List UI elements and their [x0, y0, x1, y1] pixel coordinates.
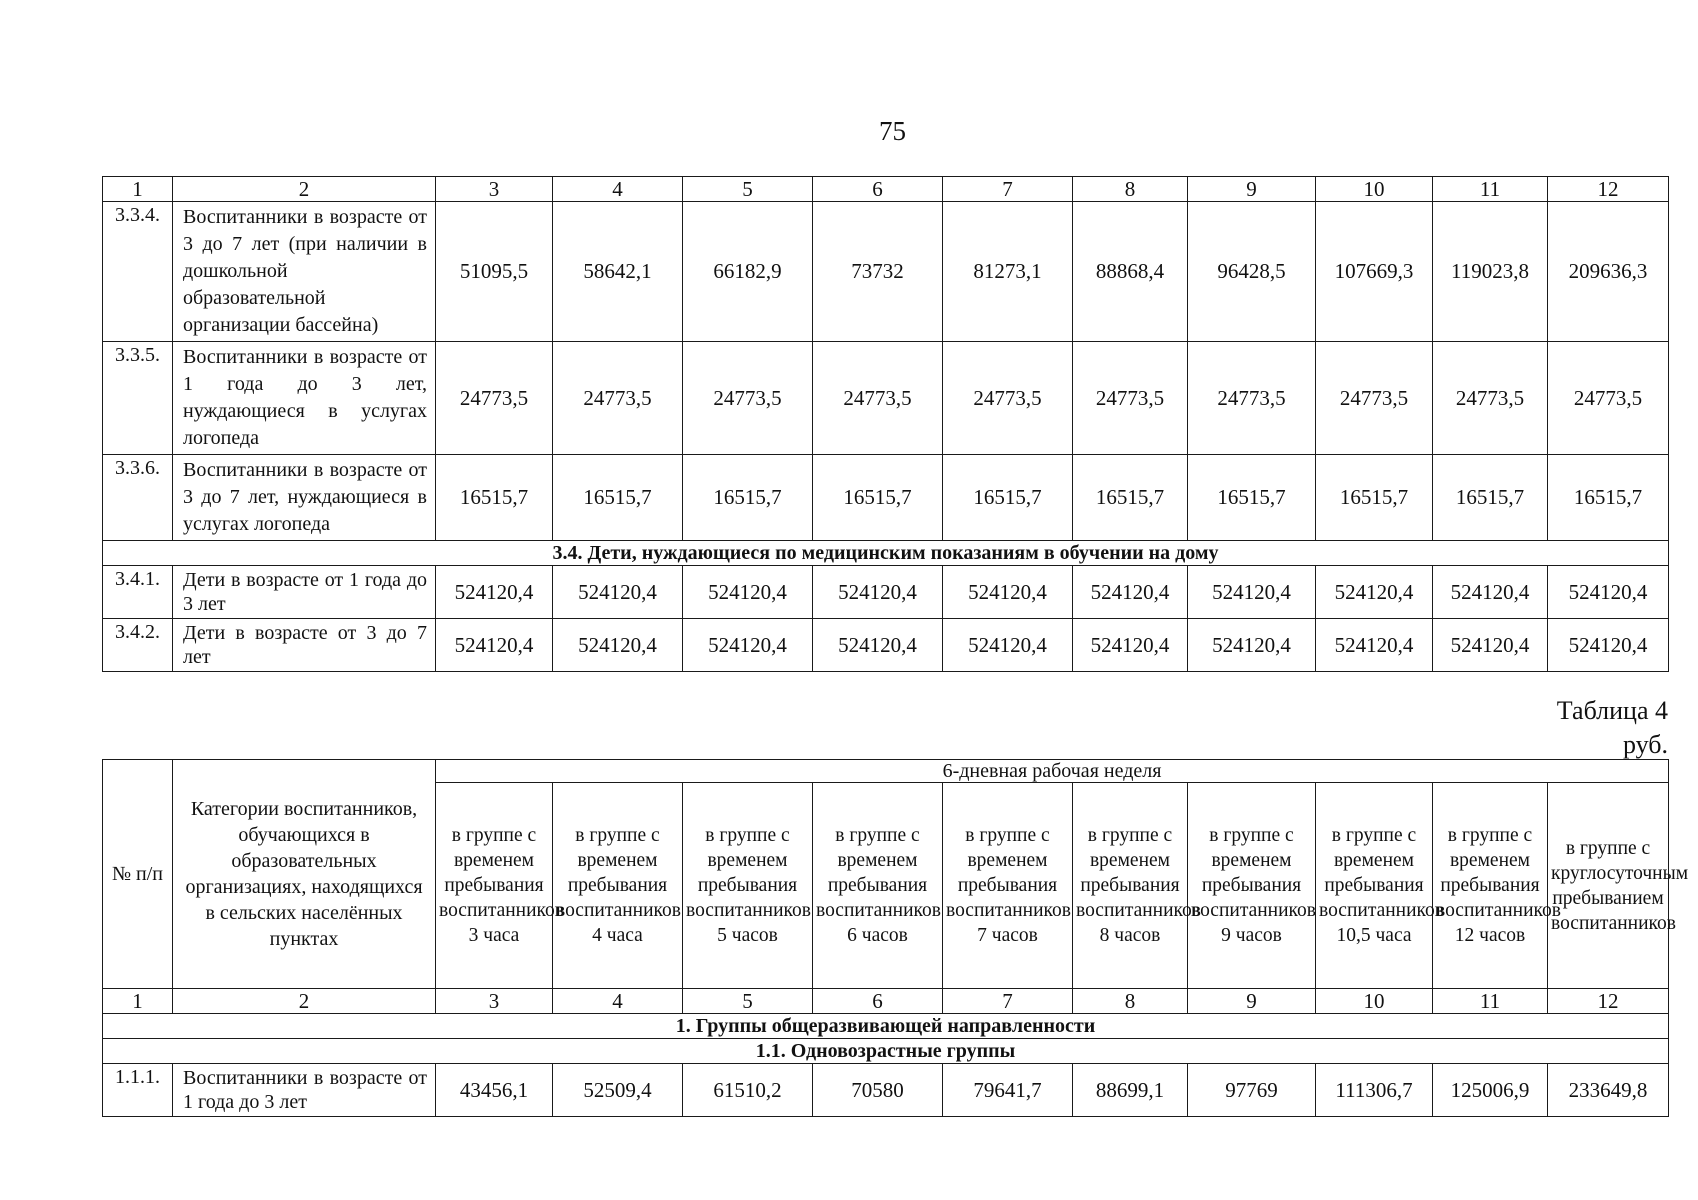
value-cell: 16515,7 — [943, 455, 1073, 541]
col-number: 2 — [173, 177, 436, 202]
column-header: в группе с временем пребывания воспитанников 9 часов — [1188, 783, 1316, 989]
value-cell: 524120,4 — [1188, 619, 1316, 672]
column-header: в группе с временем пребывания воспитанников 8 часов — [1073, 783, 1188, 989]
row-code: 3.3.4. — [103, 202, 173, 342]
table-row — [103, 1064, 1669, 1117]
value-cell: 88699,1 — [1073, 1064, 1188, 1117]
col-number: 4 — [553, 989, 683, 1014]
col-number: 1 — [103, 989, 173, 1014]
column-header: в группе с временем пребывания воспитанников 3 часа — [436, 783, 553, 989]
value-cell: 61510,2 — [683, 1064, 813, 1117]
col-number: 8 — [1073, 177, 1188, 202]
column-header: в группе с временем пребывания воспитанников 5 часов — [683, 783, 813, 989]
col-number: 12 — [1548, 989, 1669, 1014]
section-heading: 3.4. Дети, нуждающиеся по медицинским показаниям в обучении на дому — [103, 541, 1669, 566]
value-cell: 209636,3 — [1548, 202, 1669, 342]
section-row — [103, 1039, 1669, 1064]
value-cell: 97769 — [1188, 1064, 1316, 1117]
column-header: в группе с круглосуточным пребыванием воспитанников — [1548, 783, 1669, 989]
table-row — [103, 202, 1669, 342]
value-cell: 107669,3 — [1316, 202, 1433, 342]
value-cell: 524120,4 — [813, 566, 943, 619]
value-cell: 88868,4 — [1073, 202, 1188, 342]
row-code: 1.1.1. — [103, 1064, 173, 1117]
col-number: 7 — [943, 989, 1073, 1014]
col-number: 10 — [1316, 989, 1433, 1014]
value-cell: 524120,4 — [1073, 619, 1188, 672]
col-number: 9 — [1188, 989, 1316, 1014]
col-number: 2 — [173, 989, 436, 1014]
row-description: Воспитанники в возрасте от 3 до 7 лет (при наличии в дошкольной образовательной организации бассейна) — [173, 202, 436, 342]
col-number: 3 — [436, 989, 553, 1014]
col-number: 1 — [103, 177, 173, 202]
value-cell: 524120,4 — [553, 566, 683, 619]
col-number: 11 — [1433, 989, 1548, 1014]
col-number: 5 — [683, 177, 813, 202]
value-cell: 52509,4 — [553, 1064, 683, 1117]
value-cell: 524120,4 — [683, 566, 813, 619]
column-number-row — [103, 177, 1669, 202]
value-cell: 24773,5 — [436, 342, 553, 455]
row-description: Дети в возрасте от 3 до 7 лет — [173, 619, 436, 672]
table-row — [103, 455, 1669, 541]
value-cell: 233649,8 — [1548, 1064, 1669, 1117]
value-cell: 24773,5 — [1433, 342, 1548, 455]
column-header: в группе с временем пребывания воспитанников 7 часов — [943, 783, 1073, 989]
value-cell: 73732 — [813, 202, 943, 342]
value-cell: 24773,5 — [943, 342, 1073, 455]
value-cell: 66182,9 — [683, 202, 813, 342]
value-cell: 81273,1 — [943, 202, 1073, 342]
col-number: 3 — [436, 177, 553, 202]
col-number: 6 — [813, 989, 943, 1014]
value-cell: 524120,4 — [1548, 619, 1669, 672]
continued-table — [102, 176, 1669, 672]
value-cell: 524120,4 — [1548, 566, 1669, 619]
value-cell: 16515,7 — [1316, 455, 1433, 541]
value-cell: 16515,7 — [683, 455, 813, 541]
value-cell: 119023,8 — [1433, 202, 1548, 342]
table-unit: руб. — [1622, 730, 1668, 759]
value-cell: 125006,9 — [1433, 1064, 1548, 1117]
value-cell: 51095,5 — [436, 202, 553, 342]
value-cell: 524120,4 — [436, 566, 553, 619]
value-cell: 43456,1 — [436, 1064, 553, 1117]
value-cell: 524120,4 — [1073, 566, 1188, 619]
value-cell: 524120,4 — [813, 619, 943, 672]
col-number: 6 — [813, 177, 943, 202]
row-code: 3.4.2. — [103, 619, 173, 672]
value-cell: 524120,4 — [553, 619, 683, 672]
value-cell: 16515,7 — [1433, 455, 1548, 541]
value-cell: 24773,5 — [1188, 342, 1316, 455]
page-number: 75 — [879, 116, 906, 146]
table-row — [103, 342, 1669, 455]
section-heading: 1. Группы общеразвивающей направленности — [103, 1014, 1669, 1039]
value-cell: 24773,5 — [1548, 342, 1669, 455]
value-cell: 16515,7 — [1188, 455, 1316, 541]
value-cell: 524120,4 — [1316, 619, 1433, 672]
col-number: 5 — [683, 989, 813, 1014]
col-number: 4 — [553, 177, 683, 202]
value-cell: 524120,4 — [1188, 566, 1316, 619]
value-cell: 24773,5 — [813, 342, 943, 455]
col-number: 7 — [943, 177, 1073, 202]
value-cell: 524120,4 — [943, 566, 1073, 619]
row-description: Воспитанники в возрасте от 1 года до 3 лет, нуждающиеся в услугах логопеда — [173, 342, 436, 455]
column-number-row — [103, 989, 1669, 1014]
section-row — [103, 1014, 1669, 1039]
value-cell: 524120,4 — [1433, 619, 1548, 672]
col-number: 8 — [1073, 989, 1188, 1014]
table-row — [103, 566, 1669, 619]
col-number: 11 — [1433, 177, 1548, 202]
value-cell: 16515,7 — [1548, 455, 1669, 541]
value-cell: 524120,4 — [1316, 566, 1433, 619]
value-cell: 79641,7 — [943, 1064, 1073, 1117]
col-number: 12 — [1548, 177, 1669, 202]
col-number: 9 — [1188, 177, 1316, 202]
table-4 — [102, 759, 1689, 1117]
row-code: 3.3.6. — [103, 455, 173, 541]
value-cell: 524120,4 — [943, 619, 1073, 672]
section-row — [103, 541, 1669, 566]
header-category: Категории воспитанников, обучающихся в образовательных организациях, находящихся в сельских населённых пунктах — [173, 760, 436, 989]
value-cell: 524120,4 — [1433, 566, 1548, 619]
table-row — [103, 619, 1669, 672]
row-code: 3.4.1. — [103, 566, 173, 619]
value-cell: 16515,7 — [813, 455, 943, 541]
value-cell: 96428,5 — [1188, 202, 1316, 342]
header-number: № п/п — [103, 760, 173, 989]
value-cell: 16515,7 — [1073, 455, 1188, 541]
value-cell: 24773,5 — [553, 342, 683, 455]
value-cell: 524120,4 — [683, 619, 813, 672]
value-cell: 16515,7 — [436, 455, 553, 541]
value-cell: 24773,5 — [1073, 342, 1188, 455]
row-description: Воспитанники в возрасте от 1 года до 3 лет — [173, 1064, 436, 1117]
value-cell: 16515,7 — [553, 455, 683, 541]
row-code: 3.3.5. — [103, 342, 173, 455]
column-header: в группе с временем пребывания воспитанников 6 часов — [813, 783, 943, 989]
header-work-week: 6-дневная рабочая неделя — [436, 760, 1669, 783]
value-cell: 111306,7 — [1316, 1064, 1433, 1117]
column-header: в группе с временем пребывания воспитанников 4 часа — [553, 783, 683, 989]
row-description: Воспитанники в возрасте от 3 до 7 лет, нуждающиеся в услугах логопеда — [173, 455, 436, 541]
subsection-heading: 1.1. Одновозрастные группы — [103, 1039, 1669, 1064]
row-description: Дети в возрасте от 1 года до 3 лет — [173, 566, 436, 619]
value-cell: 58642,1 — [553, 202, 683, 342]
value-cell: 524120,4 — [436, 619, 553, 672]
column-header: в группе с временем пребывания воспитанников 12 часов — [1433, 783, 1548, 989]
value-cell: 24773,5 — [1316, 342, 1433, 455]
value-cell: 24773,5 — [683, 342, 813, 455]
value-cell: 70580 — [813, 1064, 943, 1117]
table-caption: Таблица 4 — [1556, 696, 1668, 725]
column-header: в группе с временем пребывания воспитанников 10,5 часа — [1316, 783, 1433, 989]
col-number: 10 — [1316, 177, 1433, 202]
